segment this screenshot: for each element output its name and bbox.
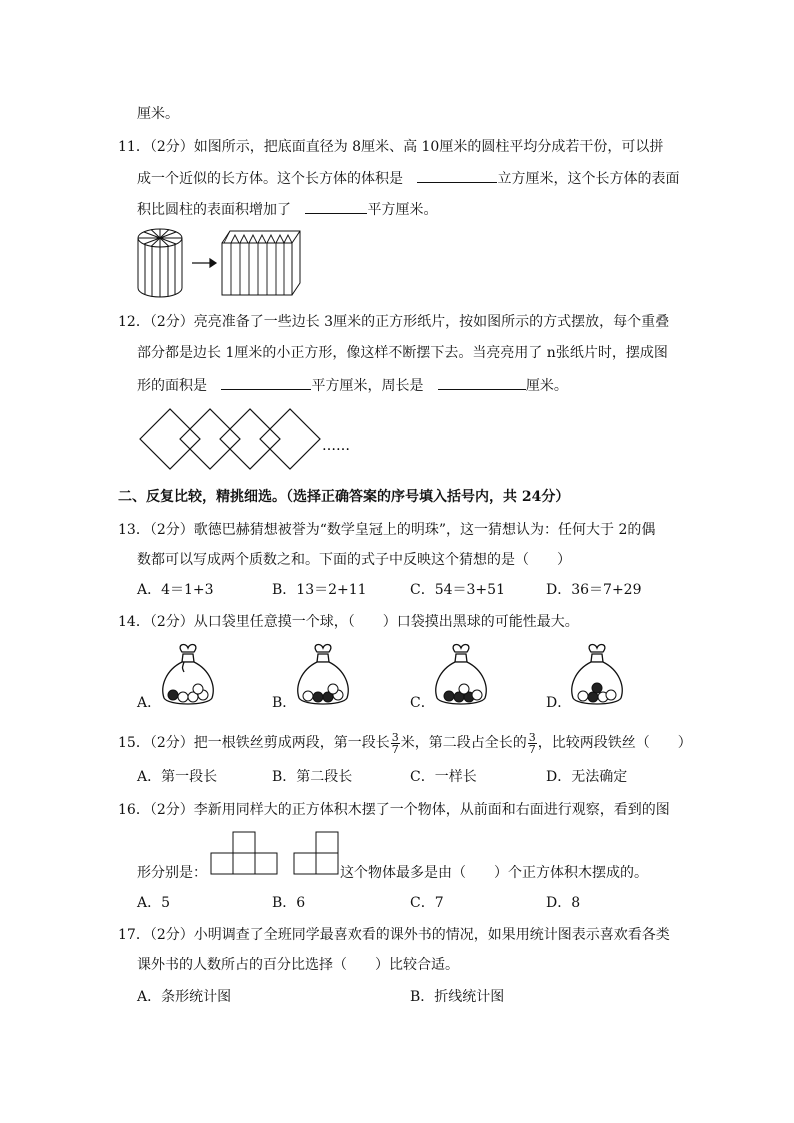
q17-line1: 17．（2分）小明调查了全班同学最喜欢看的课外书的情况，如果用统计图表示喜欢看各类 <box>118 927 670 943</box>
q15-frac2-den: 7 <box>528 742 536 756</box>
bag-d-icon[interactable] <box>567 642 627 708</box>
q17-line2: 课外书的人数所占的百分比选择（ ）比较合适。 <box>137 957 459 973</box>
q15-frac1-den: 7 <box>391 742 399 756</box>
q17-option-a[interactable]: A．条形统计图 <box>137 989 232 1005</box>
q14-option-c-label[interactable]: C． <box>410 695 435 711</box>
q16-option-b[interactable]: B．6 <box>272 895 306 911</box>
q11-volume-blank[interactable] <box>417 167 497 183</box>
q14-option-b-label[interactable]: B． <box>272 695 297 711</box>
q12-line2: 部分都是边长 1厘米的小正方形，像这样不断摆下去。当亮亮用了 n张纸片时，摆成图 <box>137 345 668 361</box>
q14-option-d-label[interactable]: D． <box>546 695 572 711</box>
q17-option-b[interactable]: B．折线统计图 <box>410 989 505 1005</box>
q11-line2-text: 成一个近似的长方体。这个长方体的体积是 <box>137 171 403 187</box>
q15-fraction-2 <box>528 732 537 755</box>
q12-line3 <box>137 374 568 396</box>
bag-c-icon[interactable] <box>431 642 491 708</box>
q12-squares-figure <box>140 408 360 470</box>
q13-option-a[interactable]: A．4＝1+3 <box>137 582 214 598</box>
q16-line1: 16．（2分）李新用同样大的正方体积木摆了一个物体，从前面和右面进行观察，看到的图 <box>118 802 670 818</box>
q12-line3-text: 形的面积是 <box>137 378 207 394</box>
bag-b-icon[interactable] <box>293 642 353 708</box>
q13-option-c[interactable]: C．54＝3+51 <box>410 582 505 598</box>
q12-area-blank[interactable] <box>221 374 311 390</box>
diamond-squares <box>140 409 320 469</box>
q15-text-3: ，比较两段铁丝（ ） <box>537 735 692 751</box>
q16-line2-label: 形分别是： <box>137 865 207 881</box>
q12-line3-text-b: 平方厘米，周长是 <box>311 378 424 394</box>
section2-heading: 二、反复比较，精挑细选。（选择正确答案的序号填入括号内，共 24分） <box>118 489 570 505</box>
q15-text-2: 米，第二段占全长的 <box>400 735 527 751</box>
q15-fraction-1 <box>391 732 400 755</box>
q15-frac1-num: 3 <box>391 730 399 744</box>
q16-option-c[interactable]: C．7 <box>410 895 444 911</box>
q16-right-view <box>293 830 343 875</box>
q15-option-d[interactable]: D．无法确定 <box>546 769 628 785</box>
q11-cylinder-figure <box>136 225 316 300</box>
q15-text-1: 15．（2分）把一根铁丝剪成两段，第一段长 <box>118 735 390 751</box>
bag-a-icon[interactable] <box>158 642 218 708</box>
q11-line1: 11．（2分）如图所示，把底面直径为 8厘米、高 10厘米的圆柱平均分成若干份，可以拼 <box>118 139 664 155</box>
q11-line3 <box>137 198 437 220</box>
q11-area-blank[interactable] <box>305 198 367 214</box>
q15-option-c[interactable]: C．一样长 <box>410 769 477 785</box>
carry-over-text: 厘米。 <box>137 106 179 122</box>
q14-line1: 14．（2分）从口袋里任意摸一个球，（ ）口袋摸出黑球的可能性最大。 <box>118 614 579 630</box>
q15-line1 <box>118 730 692 756</box>
q13-option-d[interactable]: D．36＝7+29 <box>546 582 642 598</box>
cuboid-shape <box>222 231 300 295</box>
q13-line2: 数都可以写成两个质数之和。下面的式子中反映这个猜想的是（ ） <box>137 552 571 568</box>
arrow-right-icon <box>192 259 216 267</box>
q12-perimeter-blank[interactable] <box>438 374 526 390</box>
q16-option-a[interactable]: A．5 <box>137 895 171 911</box>
q14-option-a-label[interactable]: A． <box>137 695 162 711</box>
q11-line3-text-b: 平方厘米。 <box>367 202 438 218</box>
q11-line2 <box>137 167 679 189</box>
q16-option-d[interactable]: D．8 <box>546 895 581 911</box>
q12-dots: …… <box>322 438 350 454</box>
q13-option-b[interactable]: B．13＝2+11 <box>272 582 367 598</box>
q11-line2-text-b: 立方厘米，这个长方体的表面 <box>497 171 680 187</box>
q15-option-a[interactable]: A．第一段长 <box>137 769 218 785</box>
q11-line3-text: 积比圆柱的表面积增加了 <box>137 202 291 218</box>
q15-frac2-num: 3 <box>528 730 536 744</box>
q16-line2-text: 这个物体最多是由（ ）个正方体积木摆成的。 <box>340 865 648 881</box>
q15-option-b[interactable]: B．第二段长 <box>272 769 353 785</box>
q12-line3-text-c: 厘米。 <box>525 378 568 394</box>
q12-line1: 12．（2分）亮亮准备了一些边长 3厘米的正方形纸片，按如图所示的方式摆放，每个重叠 <box>118 314 670 330</box>
cylinder-shape <box>138 229 182 297</box>
q16-front-view <box>210 830 280 875</box>
q13-line1: 13．（2分）歌德巴赫猜想被誉为“数学皇冠上的明珠”，这一猜想认为：任何大于 2的偶 <box>118 522 656 538</box>
